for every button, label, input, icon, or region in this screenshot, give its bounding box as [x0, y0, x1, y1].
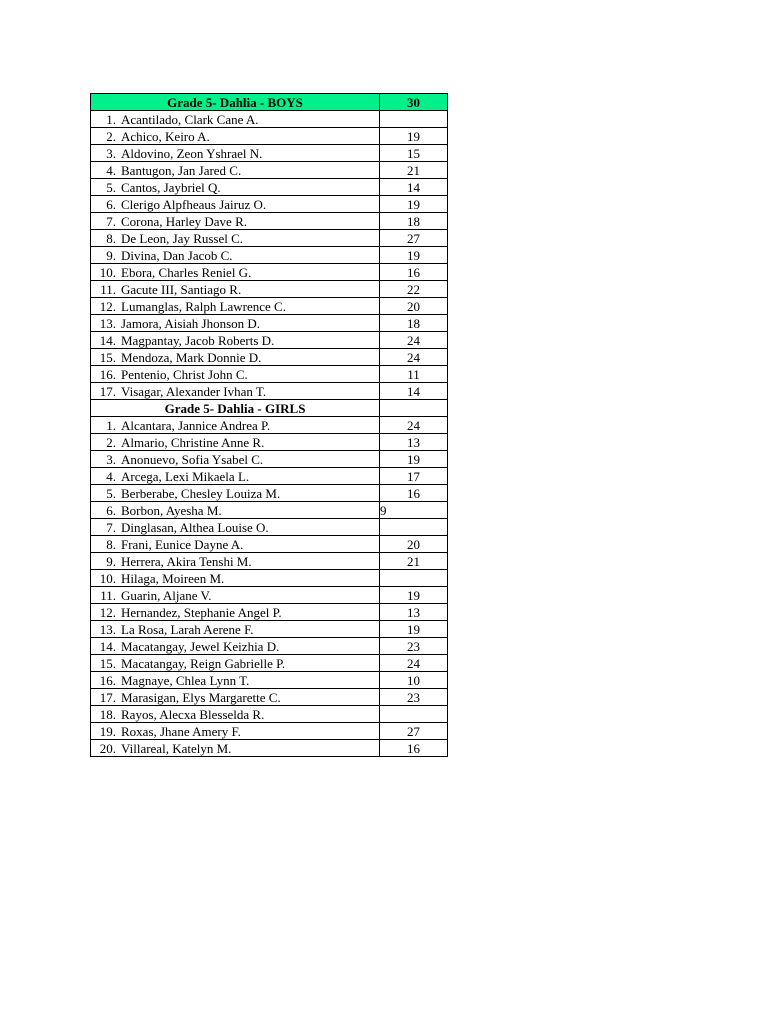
row-number: 16.	[99, 366, 116, 382]
student-cell	[91, 672, 380, 689]
student-score: 21	[380, 162, 448, 179]
row-number: 5.	[106, 485, 116, 501]
student-cell	[91, 179, 380, 196]
student-row	[91, 162, 448, 179]
student-cell	[91, 553, 380, 570]
student-row	[91, 502, 448, 519]
student-row	[91, 672, 448, 689]
student-name: Clerigo Alpfheaus Jairuz O.	[121, 196, 267, 212]
student-name: Lumanglas, Ralph Lawrence C.	[121, 298, 286, 314]
student-row	[91, 417, 448, 434]
row-number: 5.	[106, 179, 116, 195]
row-number: 12.	[99, 604, 116, 620]
student-row	[91, 179, 448, 196]
student-row	[91, 519, 448, 536]
student-row	[91, 349, 448, 366]
student-row	[91, 689, 448, 706]
student-score: 19	[380, 451, 448, 468]
student-cell	[91, 417, 380, 434]
row-number: 15.	[99, 349, 116, 365]
student-score: 17	[380, 468, 448, 485]
student-cell	[91, 264, 380, 281]
student-name: Berberabe, Chesley Louiza M.	[121, 485, 281, 501]
student-name: Magnaye, Chlea Lynn T.	[121, 672, 250, 688]
student-name: Arcega, Lexi Mikaela L.	[121, 468, 250, 484]
section-header-row	[91, 94, 448, 111]
student-row	[91, 196, 448, 213]
student-name: Anonuevo, Sofia Ysabel C.	[121, 451, 264, 467]
student-score: 10	[380, 672, 448, 689]
student-score: 15	[380, 145, 448, 162]
student-row	[91, 485, 448, 502]
section-title: Grade 5- Dahlia - GIRLS	[91, 400, 380, 417]
student-score: 27	[380, 230, 448, 247]
student-score: 13	[380, 434, 448, 451]
row-number: 10.	[99, 264, 116, 280]
row-number: 15.	[99, 655, 116, 671]
student-row	[91, 570, 448, 587]
student-score: 20	[380, 298, 448, 315]
row-number: 3.	[106, 451, 116, 467]
student-row	[91, 145, 448, 162]
student-cell	[91, 111, 380, 128]
student-name: Bantugon, Jan Jared C.	[121, 162, 242, 178]
student-score: 18	[380, 315, 448, 332]
student-cell	[91, 468, 380, 485]
student-cell	[91, 621, 380, 638]
student-score: 24	[380, 655, 448, 672]
student-cell	[91, 162, 380, 179]
student-score	[380, 570, 448, 587]
row-number: 20.	[99, 740, 116, 756]
row-number: 14.	[99, 332, 116, 348]
student-score: 24	[380, 417, 448, 434]
student-name: La Rosa, Larah Aerene F.	[121, 621, 254, 637]
student-score: 19	[380, 196, 448, 213]
student-cell	[91, 315, 380, 332]
student-cell	[91, 451, 380, 468]
student-row	[91, 604, 448, 621]
student-cell	[91, 638, 380, 655]
student-score: 19	[380, 247, 448, 264]
student-name: Marasigan, Elys Margarette C.	[121, 689, 281, 705]
row-number: 16.	[99, 672, 116, 688]
class-roster-table	[90, 93, 448, 757]
student-name: Macatangay, Reign Gabrielle P.	[121, 655, 286, 671]
row-number: 19.	[99, 723, 116, 739]
student-score: 19	[380, 587, 448, 604]
student-row	[91, 434, 448, 451]
student-name: Roxas, Jhane Amery F.	[121, 723, 241, 739]
student-name: Divina, Dan Jacob C.	[121, 247, 233, 263]
student-name: Jamora, Aisiah Jhonson D.	[121, 315, 261, 331]
student-row	[91, 638, 448, 655]
student-name: Magpantay, Jacob Roberts D.	[121, 332, 275, 348]
student-name: De Leon, Jay Russel C.	[121, 230, 244, 246]
row-number: 11.	[100, 281, 116, 297]
row-number: 2.	[106, 434, 116, 450]
student-row	[91, 723, 448, 740]
student-cell	[91, 145, 380, 162]
student-row	[91, 366, 448, 383]
student-cell	[91, 247, 380, 264]
student-row	[91, 111, 448, 128]
student-score: 27	[380, 723, 448, 740]
student-score: 19	[380, 128, 448, 145]
row-number: 7.	[106, 213, 116, 229]
row-number: 9.	[106, 247, 116, 263]
student-score: 20	[380, 536, 448, 553]
student-cell	[91, 213, 380, 230]
student-name: Almario, Christine Anne R.	[121, 434, 265, 450]
student-row	[91, 383, 448, 400]
student-row	[91, 281, 448, 298]
row-number: 17.	[99, 383, 116, 399]
student-row	[91, 587, 448, 604]
student-name: Cantos, Jaybriel Q.	[121, 179, 221, 195]
section-header-score: 30	[380, 94, 448, 111]
student-cell	[91, 706, 380, 723]
row-number: 6.	[106, 502, 116, 518]
row-number: 6.	[106, 196, 116, 212]
student-cell	[91, 230, 380, 247]
student-row	[91, 451, 448, 468]
student-cell	[91, 485, 380, 502]
student-cell	[91, 281, 380, 298]
student-score: 14	[380, 179, 448, 196]
student-name: Achico, Keiro A.	[121, 128, 210, 144]
student-score	[380, 111, 448, 128]
student-score: 16	[380, 740, 448, 757]
student-row	[91, 298, 448, 315]
student-name: Alcantara, Jannice Andrea P.	[121, 417, 271, 433]
student-score: 23	[380, 638, 448, 655]
row-number: 4.	[106, 468, 116, 484]
student-score: 16	[380, 485, 448, 502]
student-cell	[91, 383, 380, 400]
student-cell	[91, 519, 380, 536]
student-score: 16	[380, 264, 448, 281]
student-row	[91, 332, 448, 349]
row-number: 2.	[106, 128, 116, 144]
student-cell	[91, 570, 380, 587]
student-cell	[91, 655, 380, 672]
row-number: 13.	[99, 315, 116, 331]
student-name: Hernandez, Stephanie Angel P.	[121, 604, 282, 620]
student-cell	[91, 298, 380, 315]
student-row	[91, 536, 448, 553]
student-score: 13	[380, 604, 448, 621]
student-score: 22	[380, 281, 448, 298]
student-score: 11	[380, 366, 448, 383]
student-score: 14	[380, 383, 448, 400]
student-row	[91, 740, 448, 757]
student-name: Borbon, Ayesha M.	[121, 502, 222, 518]
student-score	[380, 519, 448, 536]
student-cell	[91, 434, 380, 451]
student-row	[91, 315, 448, 332]
student-score: 24	[380, 349, 448, 366]
student-row	[91, 128, 448, 145]
student-score: 21	[380, 553, 448, 570]
student-name: Gacute III, Santiago R.	[121, 281, 242, 297]
row-number: 8.	[106, 536, 116, 552]
row-number: 4.	[106, 162, 116, 178]
student-row	[91, 213, 448, 230]
row-number: 13.	[99, 621, 116, 637]
row-number: 11.	[100, 587, 116, 603]
student-cell	[91, 366, 380, 383]
student-name: Ebora, Charles Reniel G.	[121, 264, 252, 280]
student-row	[91, 247, 448, 264]
student-name: Guarin, Aljane V.	[121, 587, 212, 603]
student-cell	[91, 689, 380, 706]
student-cell	[91, 604, 380, 621]
student-row	[91, 655, 448, 672]
student-score	[380, 706, 448, 723]
row-number: 3.	[106, 145, 116, 161]
student-cell	[91, 502, 380, 519]
row-number: 14.	[99, 638, 116, 654]
student-name: Rayos, Alecxa Blesselda R.	[121, 706, 265, 722]
row-number: 1.	[106, 417, 116, 433]
student-score: 19	[380, 621, 448, 638]
student-cell	[91, 536, 380, 553]
student-row	[91, 468, 448, 485]
student-cell	[91, 349, 380, 366]
student-row	[91, 230, 448, 247]
student-name: Frani, Eunice Dayne A.	[121, 536, 244, 552]
student-row	[91, 553, 448, 570]
row-number: 10.	[99, 570, 116, 586]
student-score: 24	[380, 332, 448, 349]
student-cell	[91, 332, 380, 349]
row-number: 8.	[106, 230, 116, 246]
student-cell	[91, 740, 380, 757]
row-number: 7.	[106, 519, 116, 535]
student-name: Mendoza, Mark Donnie D.	[121, 349, 262, 365]
section-header-score	[380, 400, 448, 417]
roster-body	[91, 94, 448, 757]
row-number: 18.	[99, 706, 116, 722]
student-cell	[91, 128, 380, 145]
section-title: Grade 5- Dahlia - BOYS	[91, 94, 380, 111]
section-header-row	[91, 400, 448, 417]
student-cell	[91, 587, 380, 604]
student-name: Villareal, Katelyn M.	[121, 740, 232, 756]
student-score: 9	[380, 502, 448, 519]
student-name: Acantilado, Clark Cane A.	[121, 111, 259, 127]
student-score: 18	[380, 213, 448, 230]
student-score: 23	[380, 689, 448, 706]
student-cell	[91, 196, 380, 213]
student-cell	[91, 723, 380, 740]
student-row	[91, 621, 448, 638]
row-number: 1.	[106, 111, 116, 127]
row-number: 12.	[99, 298, 116, 314]
student-name: Visagar, Alexander Ivhan T.	[121, 383, 267, 399]
student-name: Pentenio, Christ John C.	[121, 366, 248, 382]
row-number: 9.	[106, 553, 116, 569]
row-number: 17.	[99, 689, 116, 705]
student-name: Herrera, Akira Tenshi M.	[121, 553, 252, 569]
student-row	[91, 706, 448, 723]
student-name: Aldovino, Zeon Yshrael N.	[121, 145, 263, 161]
student-row	[91, 264, 448, 281]
student-name: Hilaga, Moireen M.	[121, 570, 225, 586]
student-name: Dinglasan, Althea Louise O.	[121, 519, 269, 535]
student-name: Macatangay, Jewel Keizhia D.	[121, 638, 280, 654]
student-name: Corona, Harley Dave R.	[121, 213, 247, 229]
